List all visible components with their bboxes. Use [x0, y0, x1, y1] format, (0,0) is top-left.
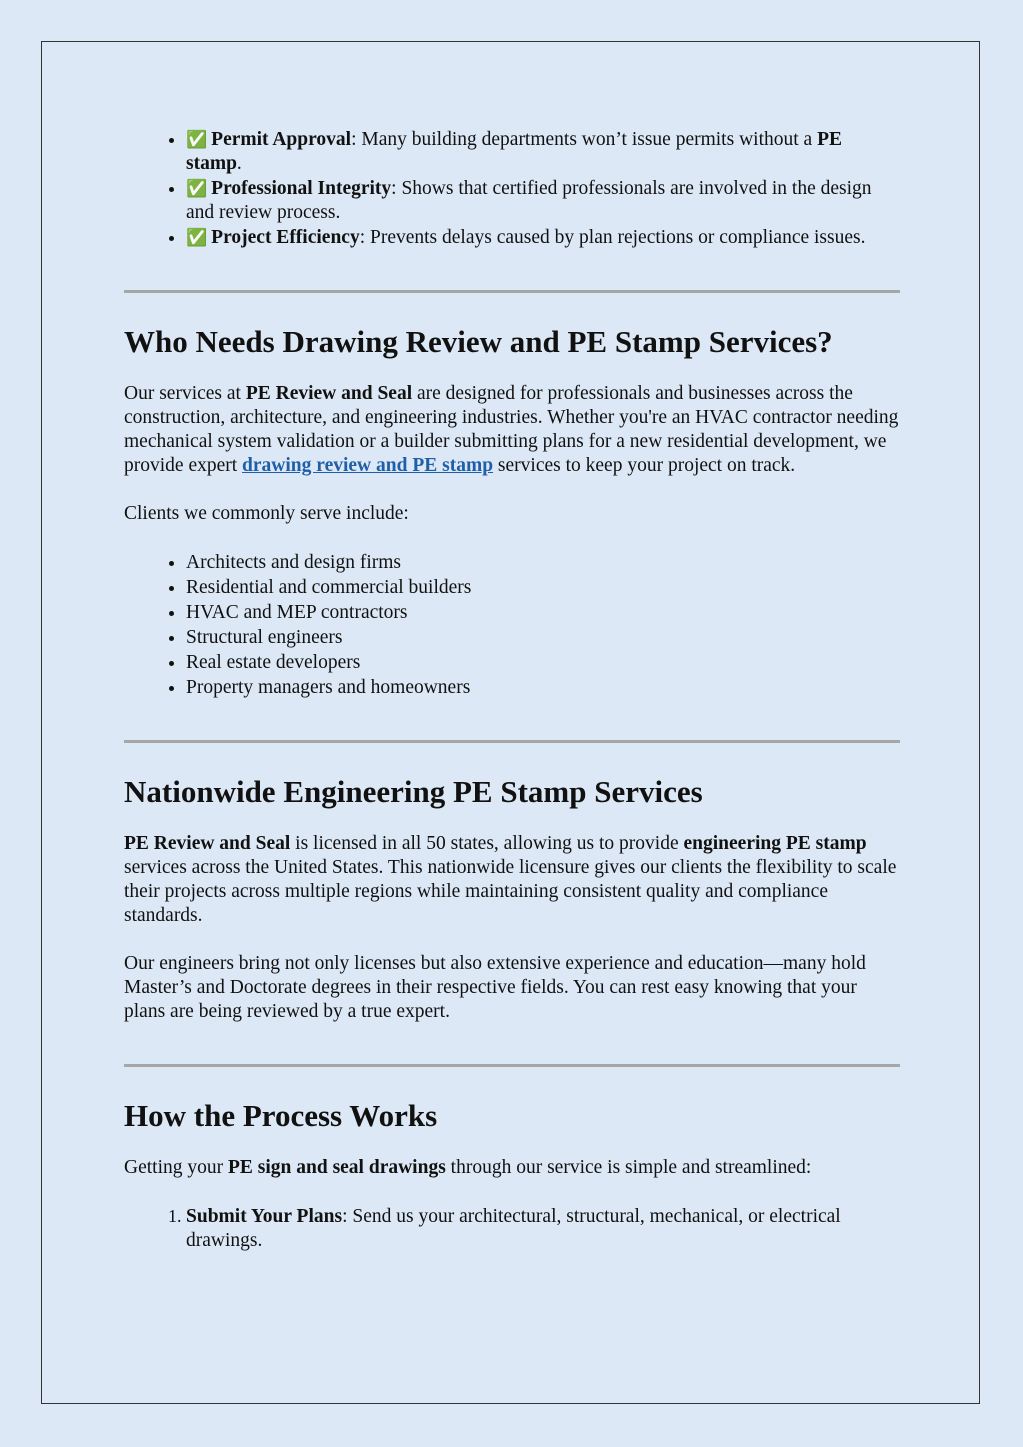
paragraph — [124, 382, 900, 478]
list-item — [186, 176, 900, 225]
paragraph: Clients we commonly serve include: — [124, 503, 409, 524]
benefit-title: Permit Approval — [211, 129, 352, 150]
bold-text: engineering PE stamp — [683, 833, 867, 854]
list-item — [186, 225, 900, 250]
benefit-title: Project Efficiency — [211, 227, 360, 248]
list-item: • Residential and commercial builders — [186, 575, 900, 600]
section-divider — [124, 1064, 900, 1067]
benefits-list — [124, 127, 900, 250]
list-item — [186, 127, 900, 176]
check-icon: ✅ — [186, 228, 208, 248]
text: services across the United States. This nationwide licensure gives our clients the flexibility to scale their projects across multiple regions while maintaining consistent quality and compliance standards. — [124, 857, 897, 926]
text: through our service is simple and streamlined: — [445, 1157, 812, 1178]
benefit-title: Professional Integrity — [211, 178, 392, 199]
text: is licensed in all 50 states, allowing us to provide — [290, 833, 684, 854]
process-steps-list — [124, 1204, 900, 1253]
section-divider — [124, 740, 900, 743]
paragraph: Our engineers bring not only licenses but also extensive experience and education—many hold Master’s and Doctorate degrees in their respective fields. You can rest easy knowing that your plans are being reviewed by a true expert. — [124, 953, 866, 1022]
benefit-text: : Many building departments won’t issue permits without a — [351, 129, 818, 150]
clients-list — [124, 550, 900, 700]
bold-text: PE sign and seal drawings — [227, 1157, 446, 1178]
paragraph — [124, 832, 900, 928]
list-item: • Structural engineers — [186, 625, 900, 650]
paragraph — [124, 1156, 900, 1180]
list-item — [186, 1204, 900, 1253]
list-item: • Property managers and homeowners — [186, 675, 900, 700]
check-icon: ✅ — [186, 179, 208, 199]
bold-text: PE Review and Seal — [245, 383, 413, 404]
text: services to keep your project on track. — [493, 455, 796, 476]
text: Our services at — [124, 383, 246, 404]
benefit-text: : Prevents delays caused by plan rejections or compliance issues. — [359, 227, 866, 248]
section-heading-nationwide: Nationwide Engineering PE Stamp Services — [124, 774, 703, 809]
bold-text: PE Review and Seal — [124, 833, 291, 854]
section-divider — [124, 290, 900, 293]
benefit-text: : Shows that certified professionals are involved in the design and review process. — [186, 178, 872, 223]
list-item: • HVAC and MEP contractors — [186, 600, 900, 625]
section-heading-process: How the Process Works — [124, 1098, 438, 1133]
drawing-review-link[interactable]: drawing review and PE stamp — [242, 455, 494, 476]
text: are designed for professionals and businesses across the construction, architecture, and engineering industries. Whether you're an HVAC contractor needing mechanical system validation or a builder submitting plans for a new residential development, we provide expert — [124, 383, 899, 476]
list-item: • Real estate developers — [186, 650, 900, 675]
document-content — [124, 127, 900, 1253]
benefit-text-end: . — [236, 153, 242, 174]
text: Getting your — [124, 1157, 228, 1178]
step-text: : Send us your architectural, structural, mechanical, or electrical drawings. — [186, 1206, 841, 1251]
section-heading-who-needs: Who Needs Drawing Review and PE Stamp Services? — [124, 324, 833, 359]
benefit-bold: PE stamp — [186, 129, 842, 174]
check-icon: ✅ — [186, 130, 208, 150]
step-title: Submit Your Plans — [186, 1206, 343, 1227]
list-item: • Architects and design firms — [186, 550, 900, 575]
